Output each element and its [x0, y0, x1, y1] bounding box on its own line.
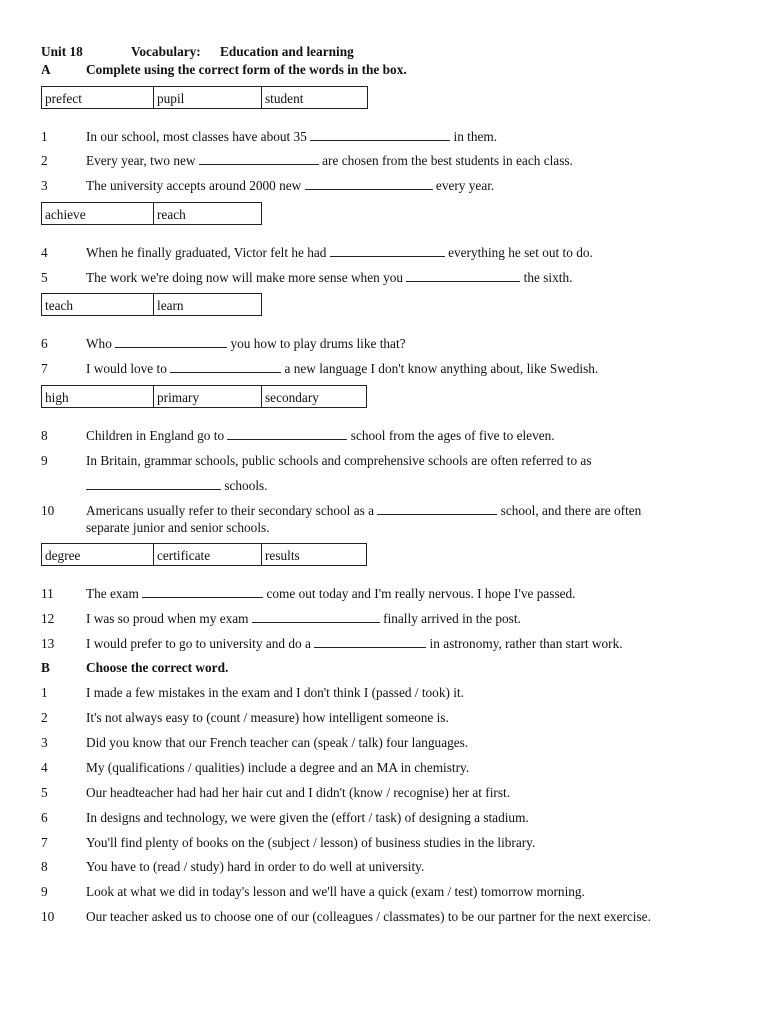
exercise-item: In our school, most classes have about 35 in them. — [86, 129, 498, 144]
exercise-item: The work we're doing now will make more sense when you the sixth. — [86, 270, 573, 285]
word-box-cell: student — [262, 87, 368, 108]
section-a-letter: A — [41, 62, 51, 77]
word-box-cell: pupil — [154, 87, 262, 108]
exercise-item: I was so proud when my exam finally arrived in the post. — [86, 611, 521, 626]
choice-item: Our headteacher had had her hair cut and I didn't (know / recognise) her at first. — [86, 785, 511, 800]
answer-blank[interactable] — [377, 503, 497, 515]
choice-item: In designs and technology, we were given the (effort / task) of designing a stadium. — [86, 810, 529, 825]
item-number: 6 — [41, 810, 48, 825]
word-box-3 — [41, 293, 262, 316]
answer-blank[interactable] — [252, 611, 380, 623]
exercise-item: I would prefer to go to university and do a in astronomy, rather than start work. — [86, 636, 623, 651]
item-number: 4 — [41, 245, 48, 260]
answer-blank[interactable] — [170, 361, 281, 373]
word-box-cell: degree — [42, 544, 154, 565]
unit-number: Unit 18 — [41, 44, 83, 59]
word-box-cell: reach — [157, 207, 186, 222]
item-number: 6 — [41, 336, 48, 351]
item-number: 9 — [41, 884, 48, 899]
word-box-cell: high — [42, 386, 154, 407]
choice-item: I made a few mistakes in the exam and I don't think I (passed / took) it. — [86, 685, 464, 700]
item-number: 3 — [41, 178, 48, 193]
exercise-item-continuation: separate junior and senior schools. — [86, 520, 270, 535]
exercise-item: Every year, two new are chosen from the best students in each class. — [86, 153, 573, 168]
exercise-item: I would love to a new language I don't know anything about, like Swedish. — [86, 361, 599, 376]
item-number: 1 — [41, 685, 48, 700]
answer-blank[interactable] — [406, 270, 520, 282]
exercise-item: Americans usually refer to their secondary school as a school, and there are often — [86, 503, 642, 518]
item-number: 10 — [41, 909, 55, 924]
answer-blank[interactable] — [227, 428, 347, 440]
exercise-item: Children in England go to school from the ages of five to eleven. — [86, 428, 555, 443]
word-box-1 — [41, 86, 368, 109]
word-box-cell: teach — [42, 294, 154, 315]
item-number: 7 — [41, 361, 48, 376]
word-box-cell: learn — [157, 298, 184, 313]
item-number: 9 — [41, 453, 48, 468]
answer-blank[interactable] — [86, 478, 221, 490]
word-box-5 — [41, 543, 367, 566]
choice-item: Did you know that our French teacher can (speak / talk) four languages. — [86, 735, 469, 750]
item-number: 1 — [41, 129, 48, 144]
item-number: 12 — [41, 611, 55, 626]
vocab-label: Vocabulary: — [131, 44, 201, 59]
item-number: 2 — [41, 710, 48, 725]
word-box-cell: results — [265, 548, 300, 563]
word-box-4 — [41, 385, 367, 408]
exercise-item: In Britain, grammar schools, public schools and comprehensive schools are often referred to as — [86, 453, 592, 468]
choice-item: You have to (read / study) hard in order to do well at university. — [86, 859, 425, 874]
section-b-instruction: Choose the correct word. — [86, 660, 229, 675]
exercise-item: When he finally graduated, Victor felt he had everything he set out to do. — [86, 245, 593, 260]
choice-item: It's not always easy to (count / measure) how intelligent someone is. — [86, 710, 449, 725]
section-a-instruction: Complete using the correct form of the words in the box. — [86, 62, 407, 77]
section-b-letter: B — [41, 660, 50, 675]
exercise-item: The exam come out today and I'm really nervous. I hope I've passed. — [86, 586, 576, 601]
word-box-cell: achieve — [42, 203, 154, 224]
exercise-item: The university accepts around 2000 new every year. — [86, 178, 495, 193]
item-number: 7 — [41, 835, 48, 850]
answer-blank[interactable] — [330, 245, 445, 257]
answer-blank[interactable] — [199, 153, 319, 165]
item-number: 8 — [41, 859, 48, 874]
item-number: 10 — [41, 503, 55, 518]
answer-blank[interactable] — [314, 636, 426, 648]
item-number: 11 — [41, 586, 54, 601]
item-number: 5 — [41, 270, 48, 285]
exercise-item-continuation: schools. — [86, 478, 268, 494]
choice-item: Look at what we did in today's lesson and we'll have a quick (exam / test) tomorrow morning. — [86, 884, 585, 899]
item-number: 2 — [41, 153, 48, 168]
answer-blank[interactable] — [310, 129, 450, 141]
word-box-cell: secondary — [265, 390, 319, 405]
page-title: Education and learning — [220, 44, 354, 59]
item-number: 8 — [41, 428, 48, 443]
word-box-cell: prefect — [42, 87, 154, 108]
answer-blank[interactable] — [115, 336, 227, 348]
item-number: 13 — [41, 636, 55, 651]
answer-blank[interactable] — [142, 586, 263, 598]
exercise-item: Who you how to play drums like that? — [86, 336, 406, 351]
answer-blank[interactable] — [305, 178, 433, 190]
item-number: 4 — [41, 760, 48, 775]
item-number: 5 — [41, 785, 48, 800]
choice-item: Our teacher asked us to choose one of our (colleagues / classmates) to be our partner for the next exercise. — [86, 909, 651, 924]
word-box-2 — [41, 202, 262, 225]
word-box-cell: certificate — [154, 544, 262, 565]
item-number: 3 — [41, 735, 48, 750]
word-box-cell: primary — [154, 386, 262, 407]
choice-item: My (qualifications / qualities) include a degree and an MA in chemistry. — [86, 760, 470, 775]
choice-item: You'll find plenty of books on the (subject / lesson) of business studies in the library. — [86, 835, 536, 850]
